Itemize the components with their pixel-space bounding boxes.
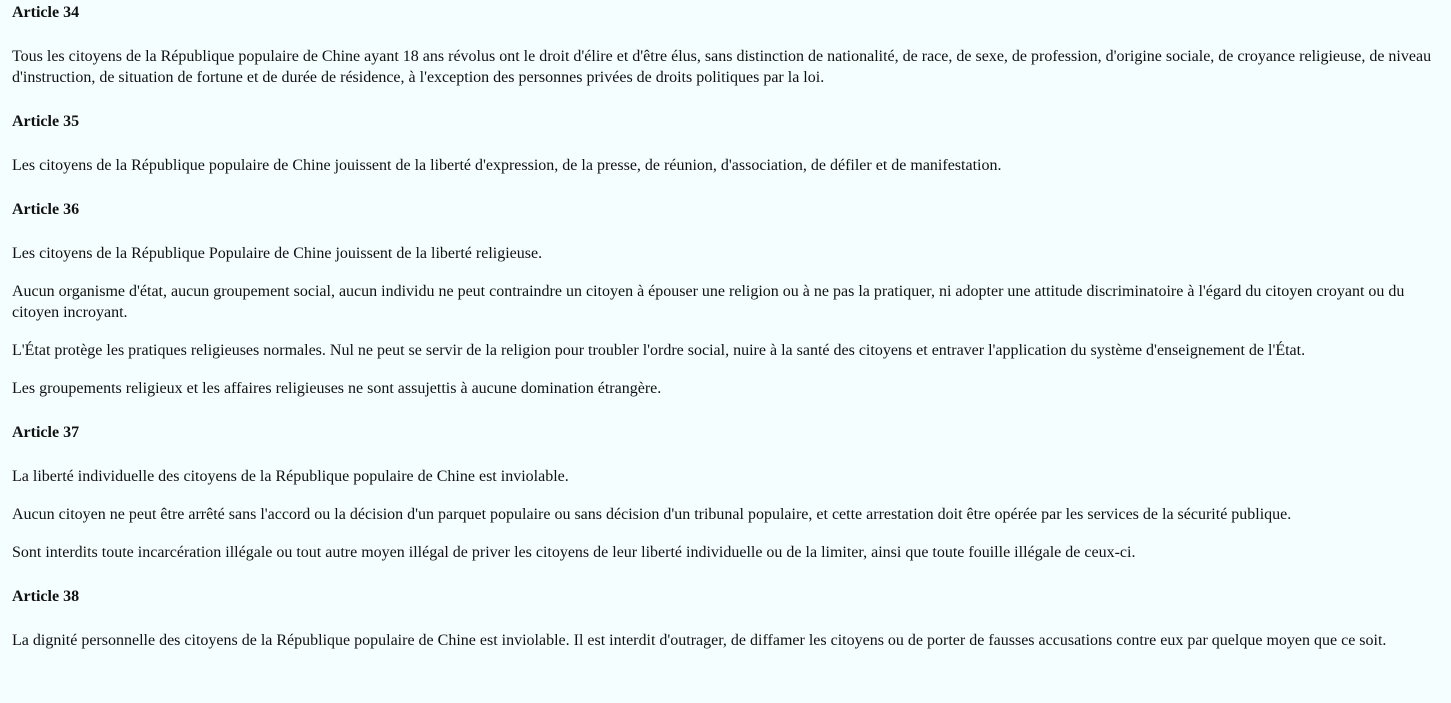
article-heading: Article 35 xyxy=(12,113,80,130)
article-paragraph: Tous les citoyens de la République populaire de Chine ayant 18 ans révolus ont le droit d'élire et d'être élus, sans distinction de nationalité, de race, de sexe, de profession, d'origine sociale, de croyance religieuse, de niveau d'instruction, de situation de fortune et de durée de résidence, à l'exception des personnes privées de droits politiques par la loi. xyxy=(12,48,1432,86)
article-34 xyxy=(12,2,1437,88)
article-paragraph: Aucun organisme d'état, aucun groupement social, aucun individu ne peut contraindre un citoyen à épouser une religion ou à ne pas la pratiquer, ni adopter une attitude discriminatoire à l'égard du citoyen croyant ou du citoyen incroyant. xyxy=(12,283,1405,321)
article-paragraph: L'État protège les pratiques religieuses normales. Nul ne peut se servir de la religion pour troubler l'ordre social, nuire à la santé des citoyens et entraver l'application du système d'enseignement de l'État. xyxy=(12,342,1306,359)
article-paragraph: Les groupements religieux et les affaires religieuses ne sont assujettis à aucune domination étrangère. xyxy=(12,380,662,397)
article-38 xyxy=(12,586,1437,651)
document-body xyxy=(0,2,1451,651)
article-heading: Article 34 xyxy=(12,4,80,21)
article-heading: Article 36 xyxy=(12,201,80,218)
article-paragraph: Sont interdits toute incarcération illégale ou tout autre moyen illégal de priver les citoyens de leur liberté individuelle ou de la limiter, ainsi que toute fouille illégale de ceux-ci. xyxy=(12,544,1136,561)
article-36 xyxy=(12,199,1437,399)
article-paragraph: Les citoyens de la République Populaire de Chine jouissent de la liberté religieuse. xyxy=(12,245,543,262)
article-35 xyxy=(12,111,1437,176)
article-paragraph: La liberté individuelle des citoyens de la République populaire de Chine est inviolable. xyxy=(12,468,569,485)
article-paragraph: La dignité personnelle des citoyens de la République populaire de Chine est inviolable. Il est interdit d'outrager, de diffamer les citoyens ou de porter de fausses accusations contre eux par quelque moyen que ce soit. xyxy=(12,632,1387,649)
article-37 xyxy=(12,422,1437,563)
article-heading: Article 37 xyxy=(12,424,80,441)
article-paragraph: Les citoyens de la République populaire de Chine jouissent de la liberté d'expression, de la presse, de réunion, d'association, de défiler et de manifestation. xyxy=(12,157,1002,174)
article-heading: Article 38 xyxy=(12,588,80,605)
article-paragraph: Aucun citoyen ne peut être arrêté sans l'accord ou la décision d'un parquet populaire ou sans décision d'un tribunal populaire, et cette arrestation doit être opérée par les services de la sécurité publique. xyxy=(12,506,1292,523)
